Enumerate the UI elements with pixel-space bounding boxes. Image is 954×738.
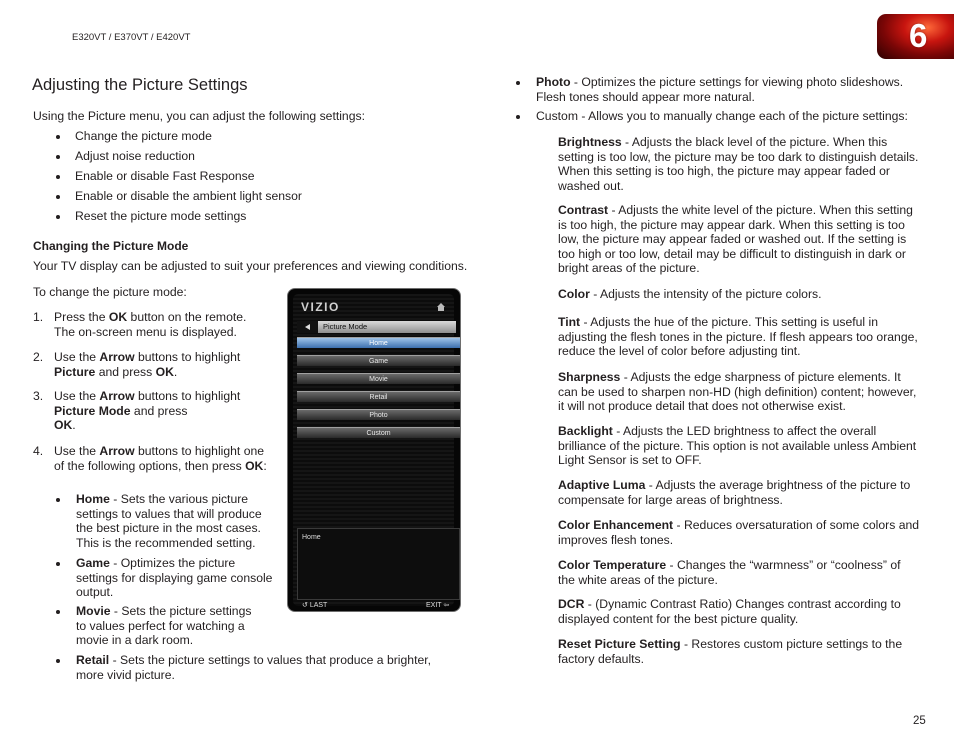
status-text: Home (302, 534, 321, 541)
menu-item-retail: Retail (297, 391, 460, 402)
setting-reset: Reset Picture Setting - Restores custom picture settings to the factory defaults. (558, 637, 903, 666)
menu-header (297, 321, 456, 333)
list-item: Enable or disable the ambient light sensor (75, 189, 302, 203)
bullet-dot (56, 175, 60, 179)
tv-menu-screenshot (287, 288, 461, 612)
model-numbers: E320VT / E370VT / E420VT (72, 32, 191, 43)
home-icon (437, 303, 445, 311)
option-movie: Movie - Sets the picture settings to values perfect for watching a movie in a dark room. (76, 604, 252, 648)
menu-item-game: Game (297, 355, 460, 366)
menu-item-photo: Photo (297, 409, 460, 420)
tv-screen (293, 294, 454, 609)
chapter-tab (877, 14, 954, 59)
menu-title: Picture Mode (323, 322, 368, 331)
menu-item-movie: Movie (297, 373, 460, 384)
setting-dcr: DCR - (Dynamic Contrast Ratio) Changes contrast according to displayed content for the best picture quality. (558, 597, 901, 626)
setting-color-temperature: Color Temperature - Changes the “warmness” or “coolness” of the white areas of the picture. (558, 558, 901, 587)
list-item: Enable or disable Fast Response (75, 169, 255, 183)
menu-item-custom: Custom (297, 427, 460, 438)
bullet-dot (56, 610, 60, 614)
section-title: Adjusting the Picture Settings (32, 76, 248, 94)
bullet-dot (56, 155, 60, 159)
vizio-logo: VIZIO (301, 300, 340, 314)
instruction-lead: To change the picture mode: (33, 285, 187, 299)
step-text: Press the OK button on the remote. The on-screen menu is displayed. (54, 310, 247, 339)
step-number: 2. (33, 350, 44, 364)
bullet-dot (516, 81, 520, 85)
list-item: Change the picture mode (75, 129, 212, 143)
step-number: 3. (33, 389, 44, 403)
intro-text: Using the Picture menu, you can adjust the following settings: (33, 109, 365, 123)
setting-adaptive-luma: Adaptive Luma - Adjusts the average brightness of the picture to compensate for large areas of brightness. (558, 478, 911, 507)
last-button-label: ↺ LAST (302, 602, 328, 609)
step-number: 1. (33, 310, 44, 324)
option-game: Game - Optimizes the picture settings for displaying game console output. (76, 556, 273, 600)
setting-backlight: Backlight - Adjusts the LED brightness to affect the overall brilliance of the picture. This option is not available unless Ambient Light Sensor is set to OFF. (558, 424, 917, 468)
setting-color: Color - Adjusts the intensity of the picture colors. (558, 287, 822, 301)
subsection-intro: Your TV display can be adjusted to suit your preferences and viewing conditions. (33, 259, 468, 273)
list-item: Reset the picture mode settings (75, 209, 247, 223)
page-number: 25 (913, 715, 926, 727)
step-text: Use the Arrow buttons to highlight Picture and press OK. (54, 350, 241, 379)
subsection-heading: Changing the Picture Mode (33, 239, 189, 253)
bullet-dot (56, 659, 60, 663)
setting-contrast: Contrast - Adjusts the white level of the picture. When this setting is too high, the picture may appear dark. When this setting is too low, the picture may appear faded or washed out. If the setting is too high or too low, detail may be difficult to distinguish in dark or bright areas of the picture. (558, 203, 913, 276)
back-arrow-icon (297, 321, 318, 333)
option-home: Home - Sets the various picture settings to values that will produce the best picture in the most cases. This is the recommended setting. (76, 492, 262, 550)
menu-item-home: Home (297, 337, 460, 348)
chapter-number: 6 (909, 17, 928, 54)
setting-tint: Tint - Adjusts the hue of the picture. This setting is useful in adjusting the flesh tones in the picture. If flesh appears too orange, reduce the level of color before adjusting tint. (558, 315, 918, 359)
list-item: Adjust noise reduction (75, 149, 195, 163)
menu-status-box (297, 528, 460, 600)
option-retail: Retail - Sets the picture settings to values that produce a brighter, more vivid picture. (76, 653, 431, 682)
step-number: 4. (33, 444, 44, 458)
option-photo: Photo - Optimizes the picture settings for viewing photo slideshows. Flesh tones should appear more natural. (536, 75, 904, 104)
setting-brightness: Brightness - Adjusts the black level of the picture. When this setting is too low, the picture may be too dark to distinguish details. When this setting is too high, the picture may appear faded or washed out. (558, 135, 919, 193)
bullet-dot (56, 195, 60, 199)
bullet-dot (56, 135, 60, 139)
setting-sharpness: Sharpness - Adjusts the edge sharpness of picture elements. It can be used to sharpen non-HD (high definition) content; however, it will not produce detail that does not otherwise exist. (558, 370, 917, 414)
step-text: Use the Arrow buttons to highlight Picture Mode and press OK. (54, 389, 241, 433)
bullet-dot (516, 115, 520, 119)
step-text: Use the Arrow buttons to highlight one of the following options, then press OK: (54, 444, 267, 473)
exit-button-label: EXIT ⇦ (426, 602, 450, 609)
bullet-dot (56, 215, 60, 219)
bullet-dot (56, 562, 60, 566)
setting-color-enhancement: Color Enhancement - Reduces oversaturation of some colors and improves flesh tones. (558, 518, 920, 547)
option-custom: Custom - Allows you to manually change each of the picture settings: (536, 109, 908, 123)
bullet-dot (56, 498, 60, 502)
